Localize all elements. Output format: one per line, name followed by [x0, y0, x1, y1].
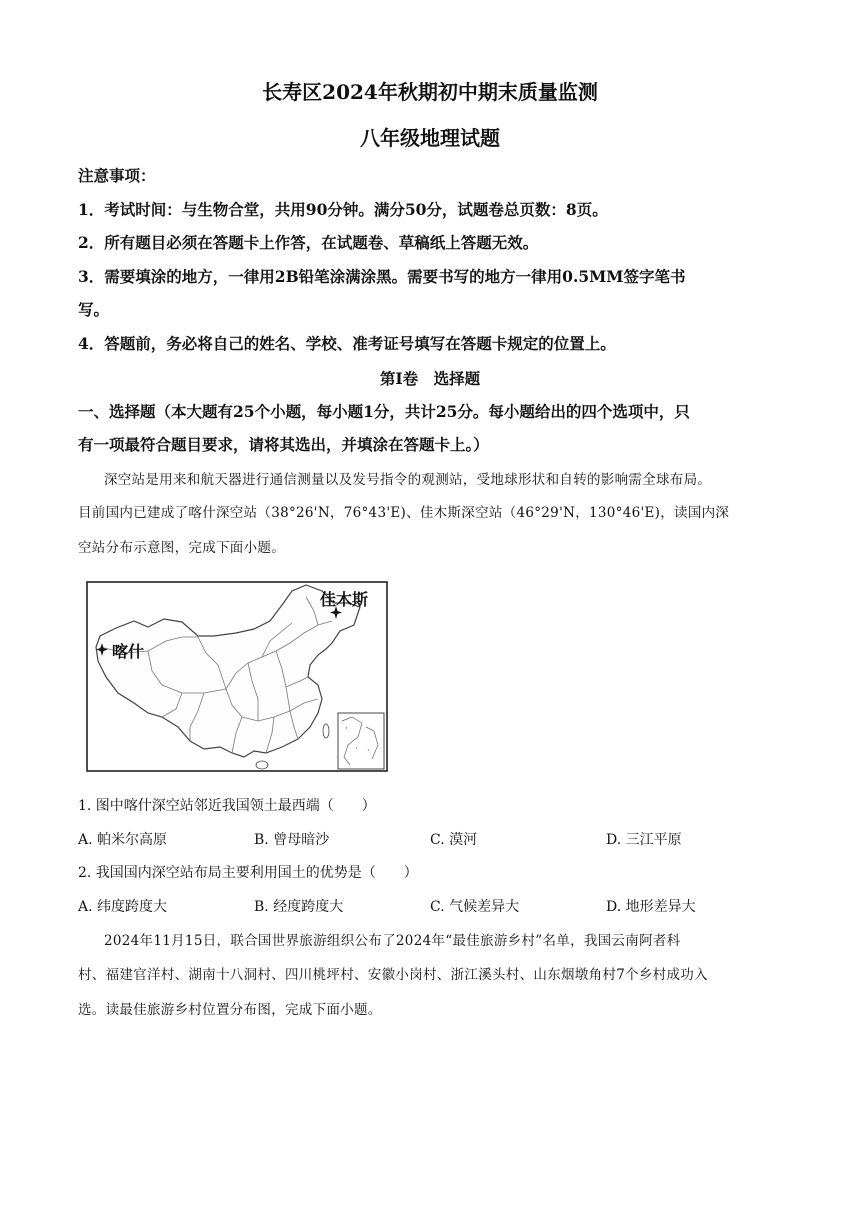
- passage1-line-1: 深空站是用来和航天器进行通信测量以及发号指令的观测站，受地球形状和自转的影响需全球布局。: [104, 472, 712, 488]
- exam-title: 长寿区2024年秋期初中期末质量监测: [262, 80, 598, 104]
- question-1-option-b[interactable]: B. 曾母暗沙: [254, 832, 330, 848]
- question-2-option-d[interactable]: D. 地形差异大: [606, 899, 696, 915]
- passage2-line-1: 2024年11月15日，联合国世界旅游组织公布了2024年“最佳旅游乡村”名单，我国云南阿者科: [104, 933, 681, 949]
- question-2-option-b[interactable]: B. 经度跨度大: [254, 899, 344, 915]
- notice-heading: 注意事项：: [78, 166, 156, 185]
- question-2-option-c[interactable]: C. 气候差异大: [430, 899, 520, 915]
- passage2-line-2: 村、福建官洋村、湖南十八洞村、四川桃坪村、安徽小岗村、浙江溪头村、山东烟墩角村7个乡村成功入: [78, 967, 708, 983]
- question-2-option-a[interactable]: A. 纬度跨度大: [78, 899, 168, 915]
- passage1-line-2: 目前国内已建成了喀什深空站（38°26'N，76°43'E)、佳木斯深空站（46°29'N，130°46'E)，读国内深: [78, 505, 730, 521]
- question-1-stem: 1. 图中喀什深空站邻近我国领土最西端（ ）: [78, 798, 376, 814]
- question-1-option-d[interactable]: D. 三江平原: [606, 832, 682, 848]
- question-1-option-a[interactable]: A. 帕米尔高原: [78, 832, 168, 848]
- notice-item-3: 3．需要填涂的地方，一律用2B铅笔涂满涂黑。需要书写的地方一律用0.5MM签字笔书: [78, 267, 686, 286]
- section-instruction-1: 一、选择题（本大题有25个小题，每小题1分，共计25分。每小题给出的四个选项中，只: [78, 402, 690, 421]
- passage2-line-3: 选。读最佳旅游乡村位置分布图，完成下面小题。: [78, 1002, 382, 1018]
- notice-item-4: 4．答题前，务必将自己的姓名、学校、准考证号填写在答题卡规定的位置上。: [78, 334, 616, 353]
- deep-space-station-map: [86, 581, 388, 772]
- kashi-label: 喀什: [112, 642, 145, 661]
- passage1-line-3: 空站分布示意图，完成下面小题。: [78, 540, 285, 556]
- notice-item-1: 1．考试时间：与生物合堂，共用90分钟。满分50分，试题卷总页数：8页。: [78, 200, 608, 219]
- section-instruction-2: 有一项最符合题目要求，请将其选出，并填涂在答题卡上。）: [78, 435, 489, 454]
- section-title: 第Ⅰ卷 选择题: [379, 369, 481, 388]
- notice-item-2: 2．所有题目必须在答题卡上作答，在试题卷、草稿纸上答题无效。: [78, 233, 539, 252]
- question-1-option-c[interactable]: C. 漠河: [430, 832, 478, 848]
- question-2-stem: 2. 我国国内深空站布局主要利用国土的优势是（ ）: [78, 865, 418, 881]
- exam-subtitle: 八年级地理试题: [360, 126, 500, 150]
- notice-item-3-cont: 写。: [78, 300, 110, 319]
- jiamusi-label: 佳木斯: [320, 590, 369, 609]
